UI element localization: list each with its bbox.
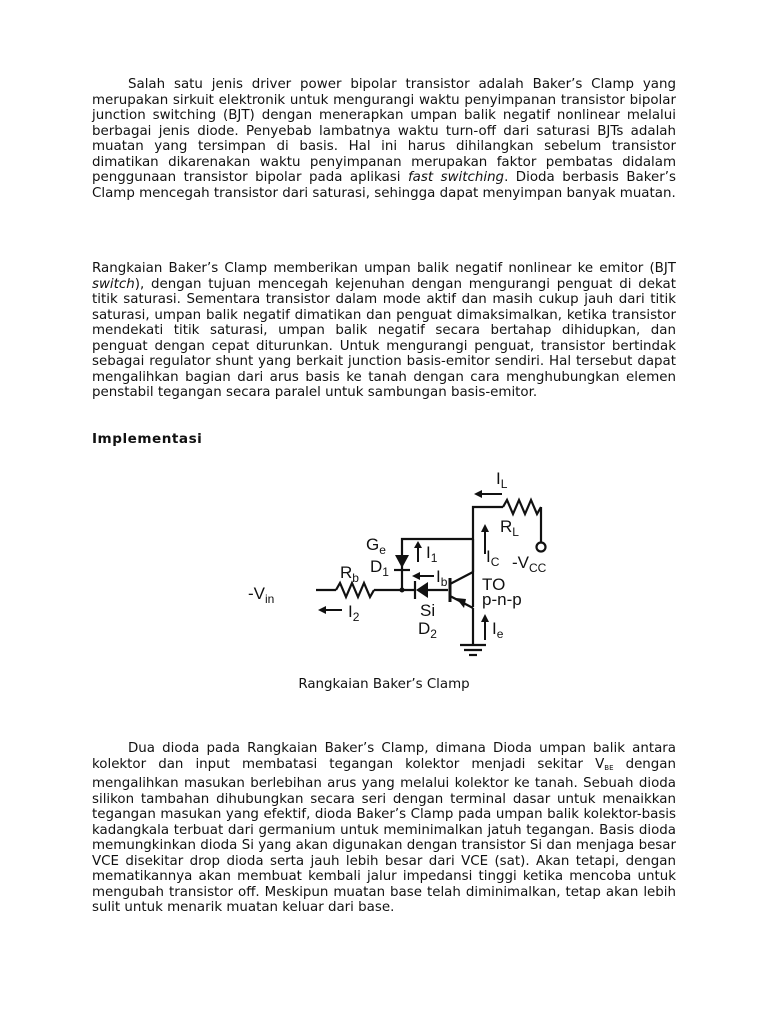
label-to: TO [482, 575, 506, 594]
label-vin: $-V_{in}$ [248, 584, 275, 606]
resistor-rb [336, 583, 374, 597]
diode-d1 [395, 555, 409, 568]
label-i1: $I_1$ [426, 543, 438, 565]
emitter-arrow [456, 598, 466, 608]
section-heading: Implementasi [92, 431, 203, 447]
paragraph-intro [92, 77, 676, 201]
figure-caption: Rangkaian Baker’s Clamp [298, 677, 470, 692]
paragraph-bakers-clamp-text: Rangkaian Baker’s Clamp memberikan umpan balik negatif nonlinear ke emitor (BJT [92, 261, 676, 276]
label-rl: $R_L$ [500, 517, 519, 539]
paragraph-bakers-clamp-text-end: ), dengan tujuan mencegah kejenuhan dengan mengurangi penguat di dekat titik saturasi. Sementara transistor dalam mode aktif dan masih cukup jauh dari titik saturasi, umpan balik negatif dimatikan dan penguat dimaksimalkan, ketika transistor mendekati titik saturasi, umpan balik negatif secara bertahap dihidupkan, dan penguat dengan cepat diturunkan. Untuk mengurangi penguat, transistor bertindak sebagai regulator shunt yang berkait junction basis-emitor sendiri. Hal tersebut dapat mengalihkan bagian dari arus basis ke tanah dengan cara menghubungkan elemen penstabil tegangan secara paralel untuk sambungan basis-emitor. [92, 276, 676, 400]
paragraph-explanation [92, 741, 676, 916]
label-rb: $R_b$ [340, 563, 359, 585]
ic-arrow-head [481, 524, 489, 532]
vbe-subscript: BE [604, 763, 614, 772]
transistor-collector [450, 572, 473, 584]
paragraph-bakers-clamp-italic: switch [92, 276, 135, 292]
label-d1: $D_1$ [370, 557, 389, 579]
diode-d2 [416, 582, 428, 598]
i1-arrow-head [414, 541, 422, 548]
vcc-terminal [537, 543, 546, 552]
ib-arrow-head [412, 572, 420, 580]
il-arrow-head [474, 490, 482, 498]
i2-arrow-head [318, 606, 326, 614]
label-ib: $I_b$ [436, 567, 448, 589]
circuit-diagram [244, 462, 574, 662]
label-ge: $G_e$ [366, 535, 386, 557]
label-si: Si [420, 601, 436, 620]
junction-dot [400, 588, 405, 593]
paragraph-intro-text-end: . Dioda berbasis Baker’s Clamp mencegah transistor dari saturasi, sehingga dapat menyimpan banyak muatan. [92, 170, 676, 201]
paragraph-bakers-clamp [92, 261, 676, 401]
paragraph-intro-italic: fast switching [407, 170, 505, 185]
paragraph-intro-text: Salah satu jenis driver power bipolar transistor adalah Baker’s Clamp yang merupakan sirkuit elektronik untuk mengurangi waktu penyimpanan transistor bipolar junction switching (BJT) dengan menerapkan umpan balik negatif nonlinear melalui berbagai jenis diode. Penyebab lambatnya waktu turn-off dari saturasi BJTs adalah muatan yang tersimpan di basis. Hal ini harus dihilangkan sebelum transistor dimatikan dikarenakan waktu penyimpanan merupakan faktor pembatas didalam penggunaan transistor bipolar pada aplikasi [92, 77, 676, 185]
paragraph-explanation-rest: dengan mengalihkan masukan berlebihan arus yang melalui kolektor ke tanah. Sebuah dioda silikon tambahan dihubungkan secara seri dengan terminal dasar untuk menaikkan tegangan masukan yang efektif, dioda Baker’s Clamp pada umpan balik kolektor-basis kadangkala terbuat dari germanium untuk meminimalkan jatuh tegangan. Basis dioda memungkinkan dioda Si yang akan digunakan dengan transistor Si dan menjaga besar VCE disekitar drop dioda serta jauh lebih besar dari VCE (sat). Akan tetapi, dengan mematikannya akan membuat kembali jalur impedansi tinggi ketika mencoba untuk mengubah transistor off. Meskipun muatan base telah diminimalkan, tetap akan lebih sulit untuk menarik muatan keluar dari base. [92, 756, 676, 915]
label-i2: $I_2$ [348, 602, 360, 624]
label-pnp: p-n-p [482, 590, 522, 609]
label-ic: $I_C$ [486, 547, 500, 569]
label-vcc: $-V_{CC}$ [512, 553, 547, 575]
label-d2: $D_2$ [418, 619, 437, 641]
label-il: $I_L$ [496, 469, 508, 491]
circuit-figure [244, 462, 574, 662]
resistor-rl [503, 500, 541, 514]
ie-arrow-head [481, 614, 489, 622]
label-ie: $I_e$ [492, 619, 504, 641]
paragraph-explanation-lead: Dua dioda pada Rangkaian Baker’s Clamp, dimana Dioda umpan balik antara kolektor dan input membatasi tegangan kolektor menjadi sekitar V [92, 741, 676, 772]
